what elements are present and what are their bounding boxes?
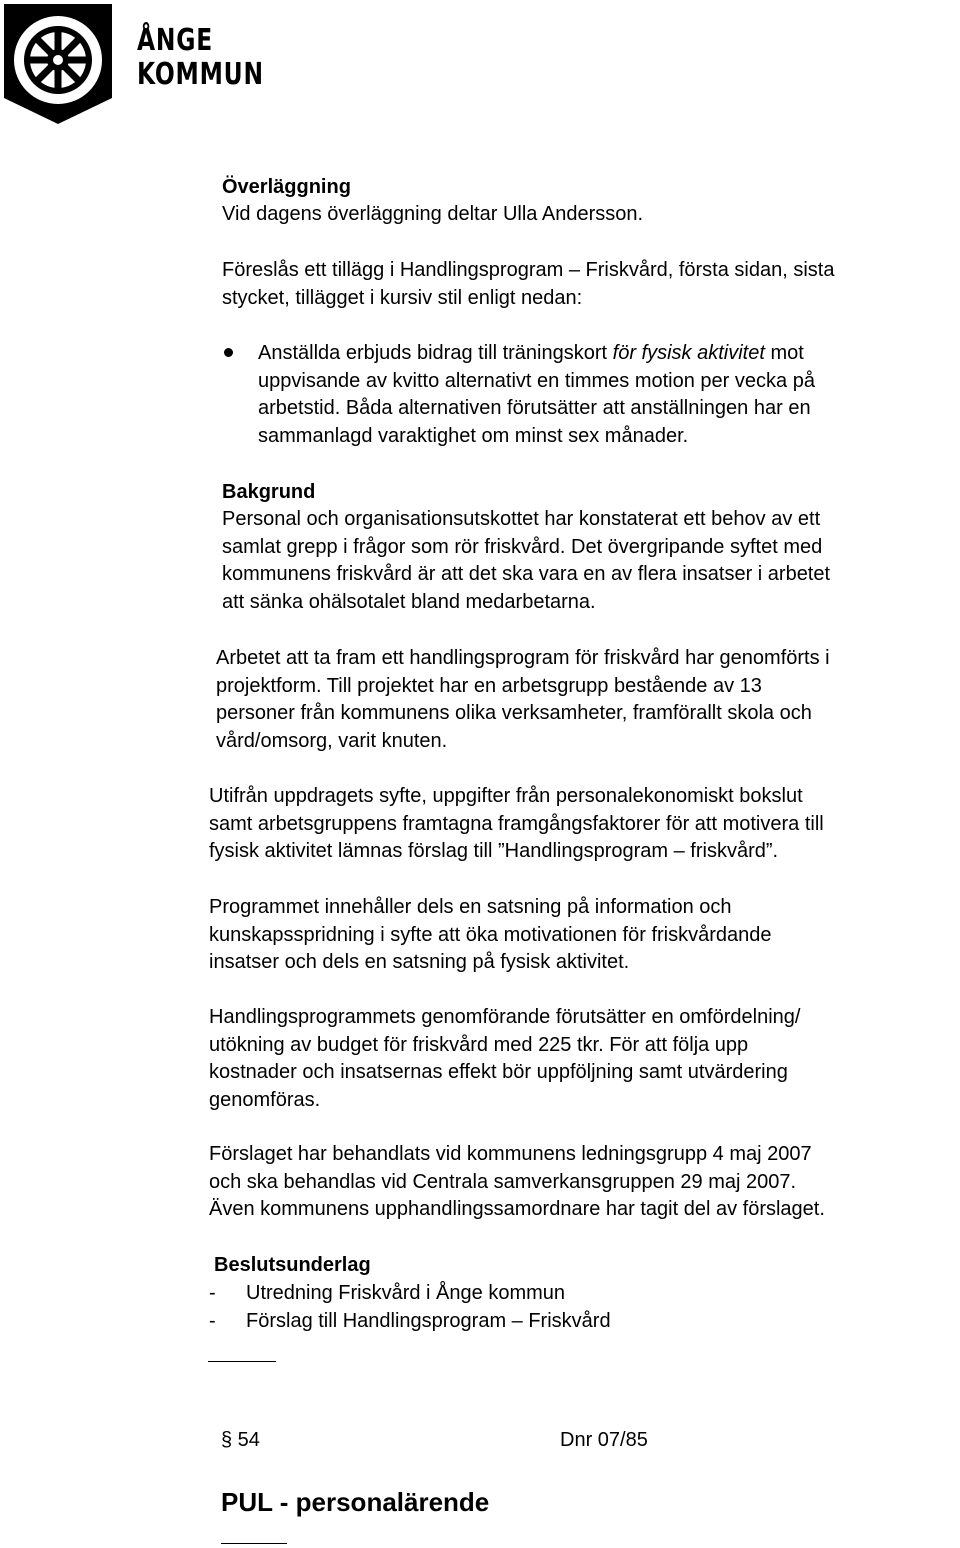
org-name — [137, 24, 264, 92]
list-dash: - — [209, 1310, 216, 1332]
org-name-line1: ÅNGE — [137, 23, 214, 58]
forslaget-paragraph: Förslaget har behandlats vid kommunens ledningsgrupp 4 maj 2007 och ska behandlas vid Centrala samverkansgruppen 29 maj 2007. Även kommunens upphandlingssamordnare har tagit del av förslaget. — [209, 1143, 825, 1221]
list-item: Förslag till Handlingsprogram – Friskvård — [246, 1310, 611, 1332]
paragraph-title: PUL - personalärende — [221, 1487, 490, 1517]
org-name-line2: KOMMUN — [137, 57, 264, 92]
programmet-paragraph: Programmet innehåller dels en satsning på information och kunskapsspridning i syfte att öka motivationen för friskvårdande insatser och dels en satsning på fysisk aktivitet. — [209, 896, 772, 974]
list-dash: - — [209, 1282, 216, 1304]
arbetet-paragraph: Arbetet att ta fram ett handlingsprogram för friskvård har genomförts i projektform. Till projektet har en arbetsgrupp bestående av 13 personer från kommunens olika verksamheter, framförallt skola och vård/omsorg, varit knuten. — [216, 647, 830, 752]
beslutsunderlag-heading: Beslutsunderlag — [214, 1254, 371, 1276]
bakgrund-paragraph: Personal och organisationsutskottet har konstaterat ett behov av ett samlat grepp i frågor som rör friskvård. Det övergripande syftet med kommunens friskvård är att det ska vara en av flera insatser i arbetet att sänka ohälsotalet bland medarbetarna. — [222, 508, 831, 613]
section-divider — [208, 1361, 276, 1362]
handlingsprogram-paragraph: Handlingsprogrammets genomförande förutsätter en omfördelning/ utökning av budget för friskvård med 225 tkr. För att följa upp kostnader och insatsernas effekt bör uppföljning samt utvärdering genomföras. — [209, 1006, 801, 1111]
overlaggning-text: Vid dagens överläggning deltar Ulla Andersson. — [222, 203, 644, 225]
list-item: Utredning Friskvård i Ånge kommun — [246, 1282, 566, 1304]
diary-number: Dnr 07/85 — [560, 1429, 648, 1451]
wheel-shield-icon — [2, 2, 114, 126]
bullet-item: Anställda erbjuds bidrag till träningskort för fysisk aktivitet mot uppvisande av kvitto alternativt en timmes motion per vecka på arbetstid. Båda alternativen förutsätter att anställningen har en sammanlagd varaktighet om minst sex månader. — [258, 342, 815, 447]
forslag-paragraph: Föreslås ett tillägg i Handlingsprogram – Friskvård, första sidan, sista stycket, tillägget i kursiv stil enligt nedan: — [222, 259, 835, 309]
utifran-paragraph: Utifrån uppdragets syfte, uppgifter från personalekonomiskt bokslut samt arbetsgruppens framtagna framgångsfaktorer för att motivera till fysisk aktivitet lämnas förslag till ”Handlingsprogram – friskvård”. — [209, 785, 824, 863]
overlaggning-heading: Överläggning — [222, 176, 351, 198]
italic-addition: för fysisk aktivitet — [612, 342, 765, 364]
bullet-marker — [224, 348, 233, 357]
paragraph-number: § 54 — [221, 1429, 260, 1451]
title-underline — [221, 1543, 287, 1544]
bakgrund-heading: Bakgrund — [222, 481, 316, 503]
